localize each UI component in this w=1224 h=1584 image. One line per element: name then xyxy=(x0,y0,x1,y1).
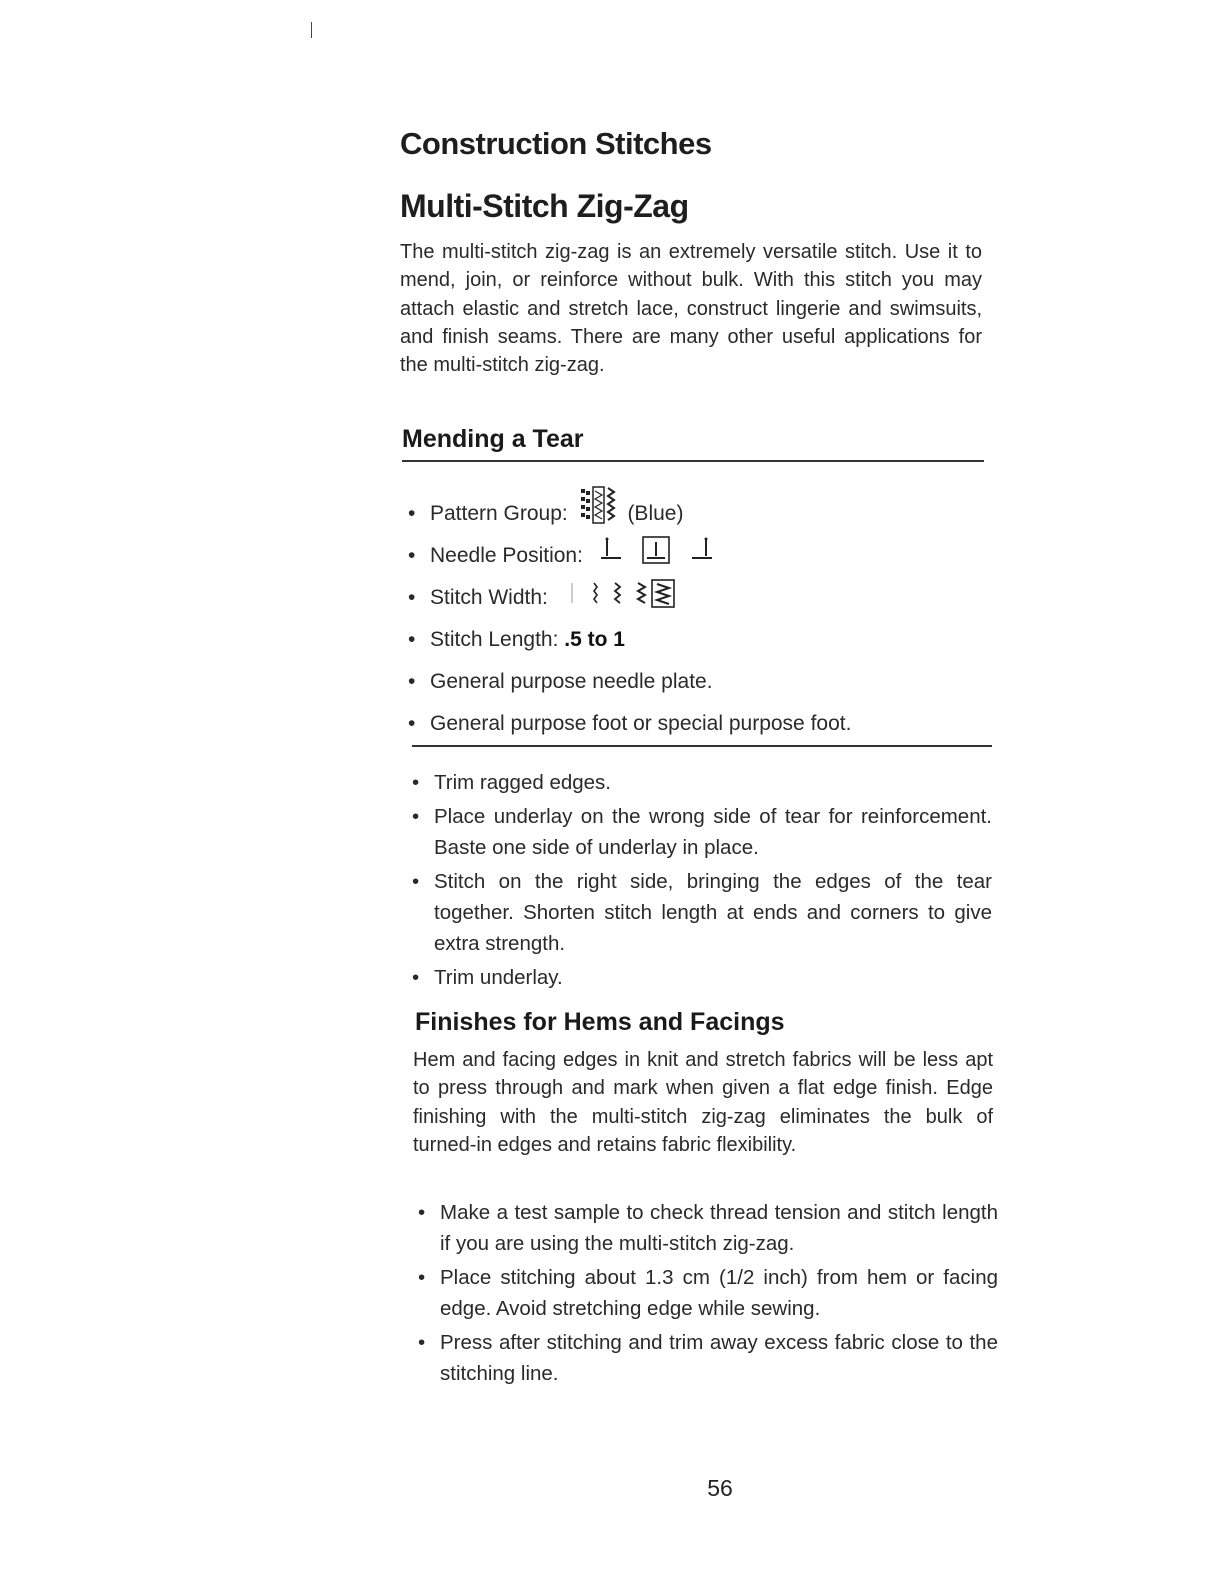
foot-setting: • General purpose foot or special purpose foot. xyxy=(408,707,988,749)
finishes-heading: Finishes for Hems and Facings xyxy=(415,1008,785,1036)
needle-right-icon xyxy=(688,536,714,566)
divider xyxy=(412,745,992,747)
stitch-width-setting: • Stitch Width: xyxy=(408,581,988,623)
margin-mark xyxy=(311,22,312,38)
needle-plate-setting: • General purpose needle plate. xyxy=(408,665,988,707)
list-item: • Stitch on the right side, bringing the edges of the tear together. Shorten stitch length at ends and corners to give extra strength. xyxy=(412,866,992,959)
section-title: Construction Stitches xyxy=(400,126,712,161)
list-item: • Place stitching about 1.3 cm (1/2 inch) from hem or facing edge. Avoid stretching edge while sewing. xyxy=(418,1262,998,1324)
pattern-group-icon xyxy=(578,479,618,531)
needle-left-icon xyxy=(599,536,625,566)
stitch-length-value: .5 to 1 xyxy=(564,628,625,652)
mending-steps xyxy=(412,767,992,996)
mending-settings-list xyxy=(408,497,988,749)
finishes-steps xyxy=(418,1197,998,1392)
list-item: • Place underlay on the wrong side of tear for reinforcement. Baste one side of underlay in place. xyxy=(412,801,992,863)
mending-heading: Mending a Tear xyxy=(402,425,584,453)
pattern-group-setting: • Pattern Group: (Blue) xyxy=(408,497,988,539)
intro-paragraph: The multi-stitch zig-zag is an extremely versatile stitch. Use it to mend, join, or reinforce without bulk. With this stitch you may attach elastic and stretch lace, construct lingerie and swimsuits, and finish seams. There are many other useful applications for the multi-stitch zig-zag. xyxy=(400,241,982,377)
stitch-title: Multi-Stitch Zig-Zag xyxy=(400,188,689,224)
list-item: • Make a test sample to check thread tension and stitch length if you are using the multi-stitch zig-zag. xyxy=(418,1197,998,1259)
list-item: • Trim underlay. xyxy=(412,962,992,993)
needle-position-setting: • Needle Position: xyxy=(408,539,988,581)
list-item: • Press after stitching and trim away excess fabric close to the stitching line. xyxy=(418,1327,998,1389)
stitch-width-icon xyxy=(564,579,694,609)
finishes-paragraph: Hem and facing edges in knit and stretch fabrics will be less apt to press through and mark when given a flat edge finish. Edge finishing with the multi-stitch zig-zag eliminates the bulk of turned-in edges and retains fabric flexibility. xyxy=(413,1049,993,1156)
stitch-length-setting: • Stitch Length: .5 to 1 xyxy=(408,623,988,665)
needle-center-selected-icon xyxy=(641,535,671,567)
page-number: 56 xyxy=(707,1475,733,1501)
divider xyxy=(402,460,984,462)
list-item: • Trim ragged edges. xyxy=(412,767,992,798)
